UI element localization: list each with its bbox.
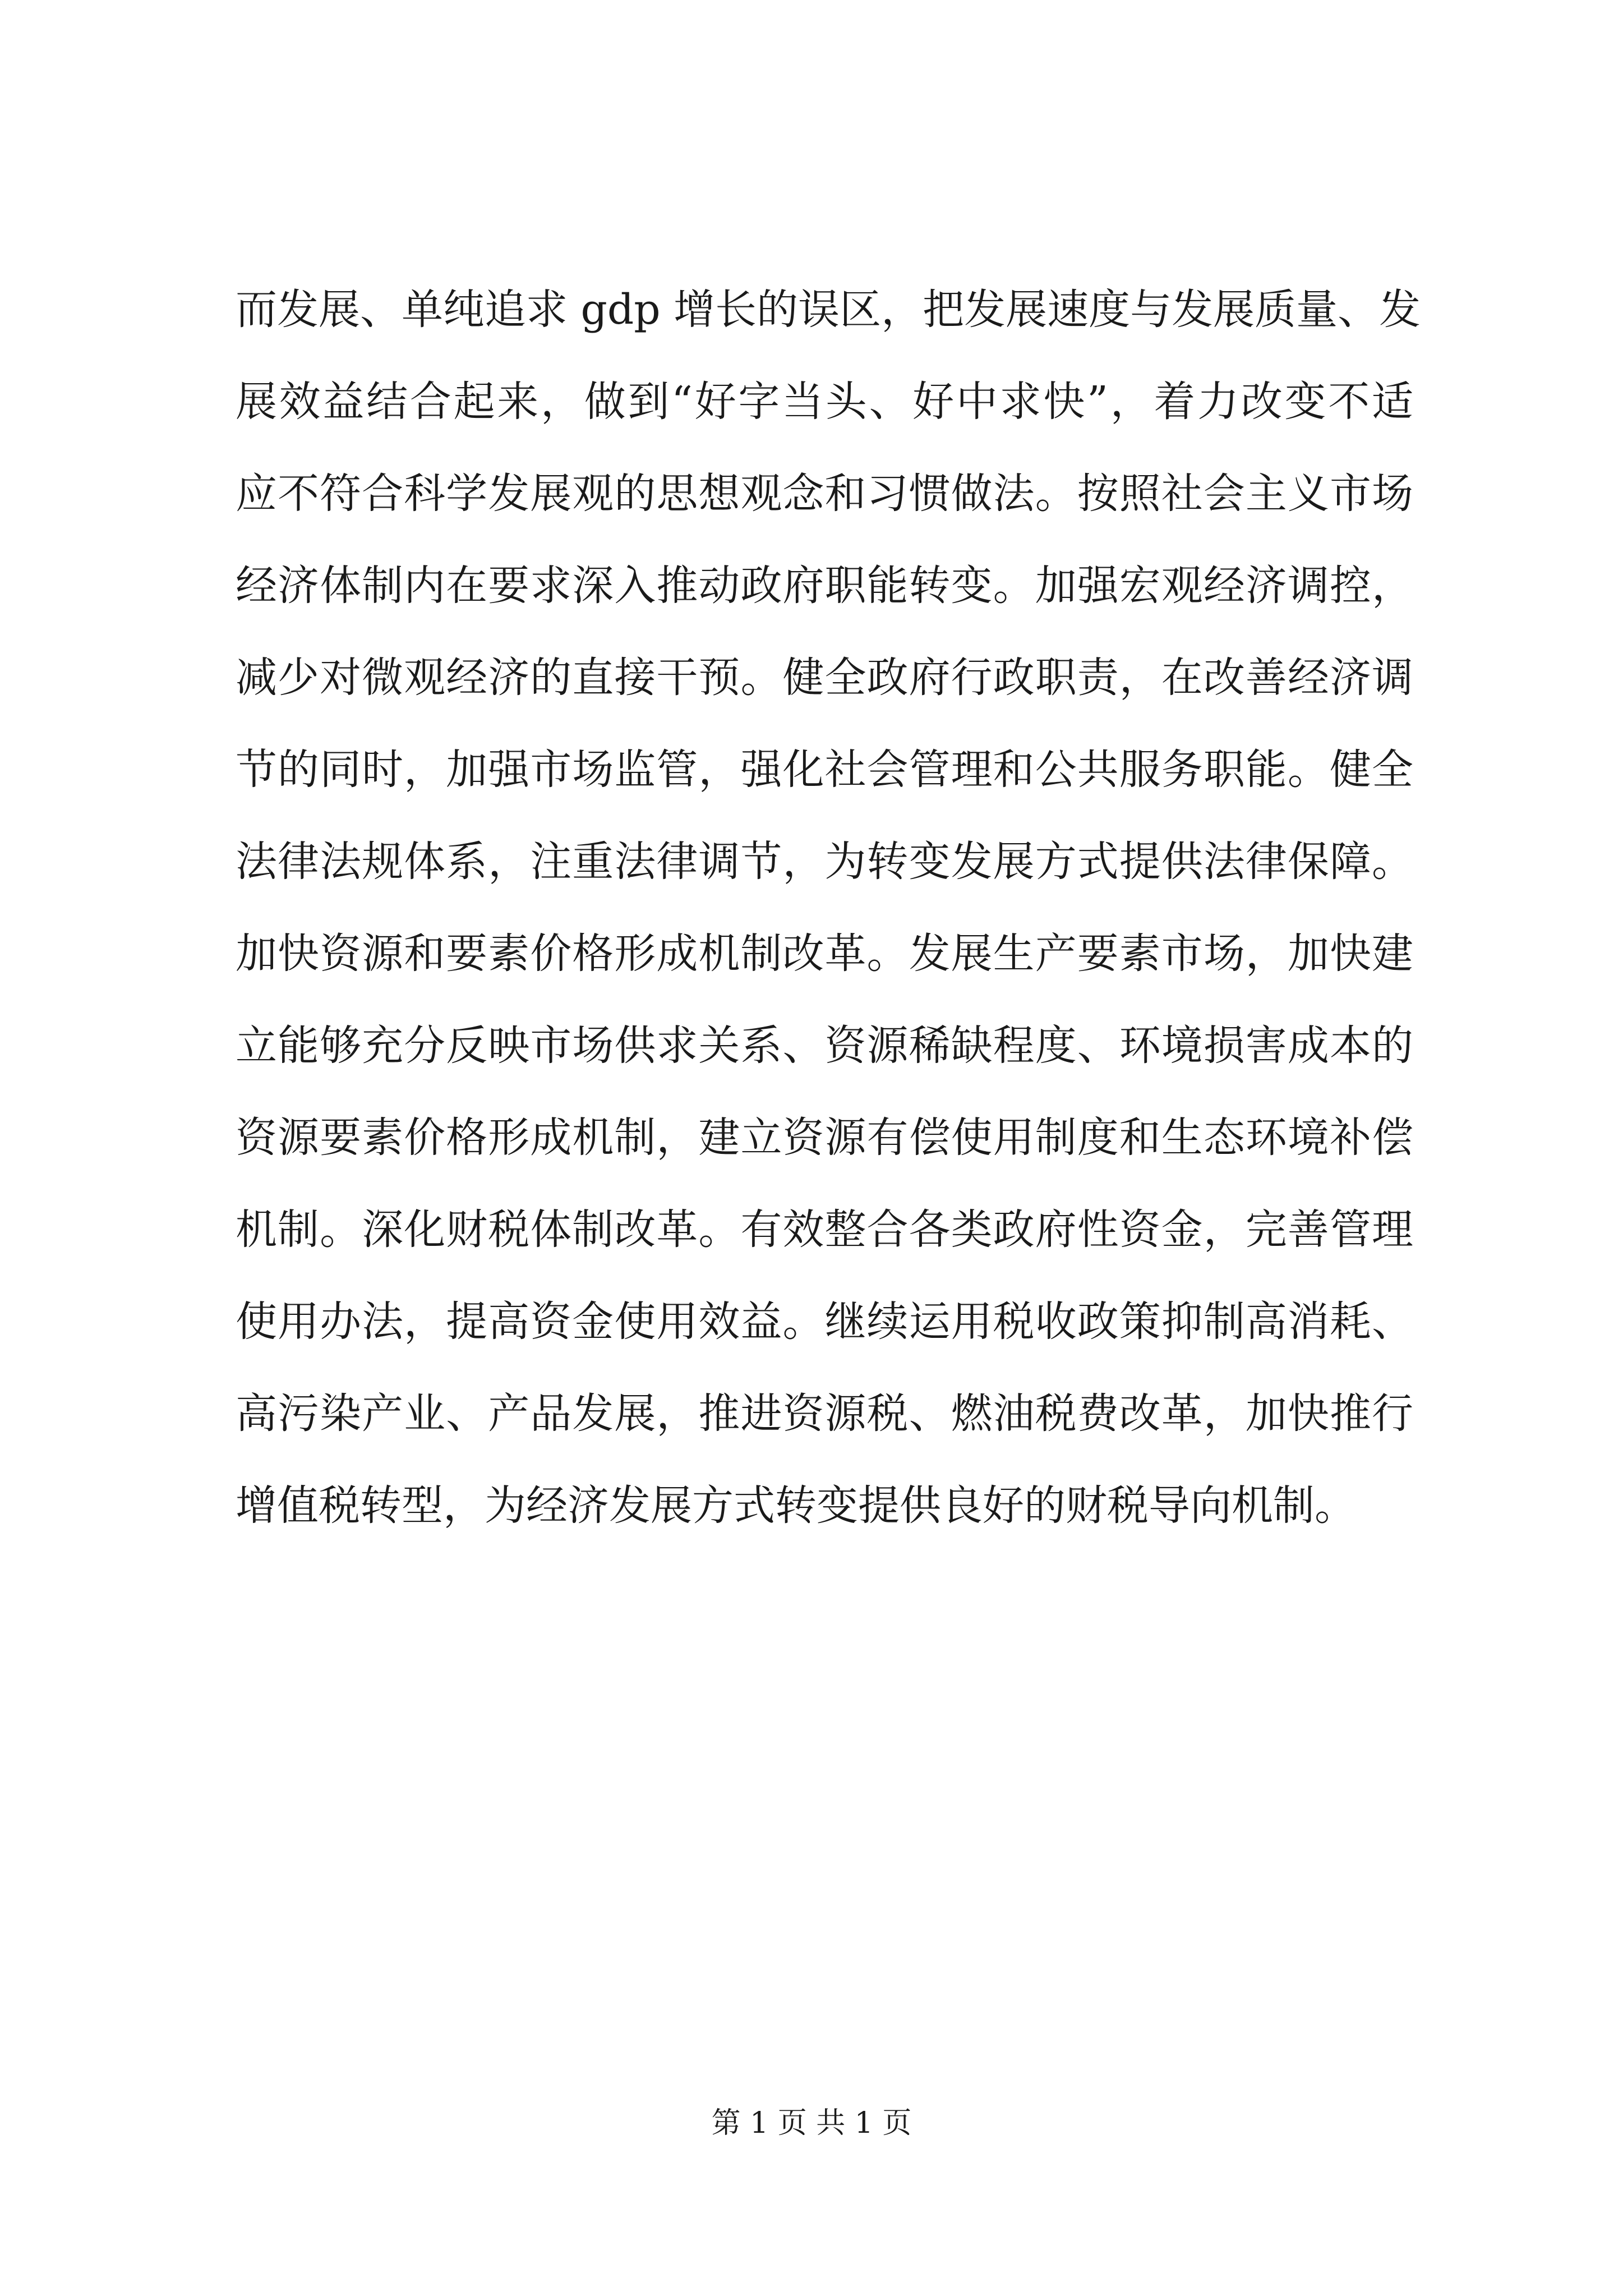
text-line: 应不符合科学发展观的思想观念和习惯做法。按照社会主义市场	[236, 470, 1413, 518]
text-line: 而发展、单纯追求 gdp 增长的误区，把发展速度与发展质量、发	[236, 286, 1421, 334]
text-line: 资源要素价格形成机制，建立资源有偿使用制度和生态环境补偿	[236, 1114, 1413, 1162]
text-line: 经济体制内在要求深入推动政府职能转变。加强宏观经济调控，	[236, 562, 1413, 610]
text-line: 减少对微观经济的直接干预。健全政府行政职责，在改善经济调	[236, 654, 1413, 702]
page-footer: 第 1 页 共 1 页	[711, 2106, 912, 2140]
text-line: 立能够充分反映市场供求关系、资源稀缺程度、环境损害成本的	[236, 1022, 1413, 1070]
text-line: 高污染产业、产品发展，推进资源税、燃油税费改革，加快推行	[236, 1389, 1413, 1438]
text-line: 节的同时，加强市场监管，强化社会管理和公共服务职能。健全	[236, 746, 1413, 794]
text-line: 展效益结合起来，做到“好字当头、好中求快”，着力改变不适	[236, 378, 1413, 426]
body-text	[236, 264, 1421, 1552]
text-line: 法律法规体系，注重法律调节，为转变发展方式提供法律保障。	[236, 838, 1413, 886]
text-line: 机制。深化财税体制改革。有效整合各类政府性资金，完善管理	[236, 1205, 1413, 1254]
text-line: 增值税转型，为经济发展方式转变提供良好的财税导向机制。	[236, 1481, 1356, 1530]
text-line: 加快资源和要素价格形成机制改革。发展生产要素市场，加快建	[236, 930, 1413, 978]
text-line: 使用办法，提高资金使用效益。继续运用税收政策抑制高消耗、	[236, 1297, 1413, 1346]
